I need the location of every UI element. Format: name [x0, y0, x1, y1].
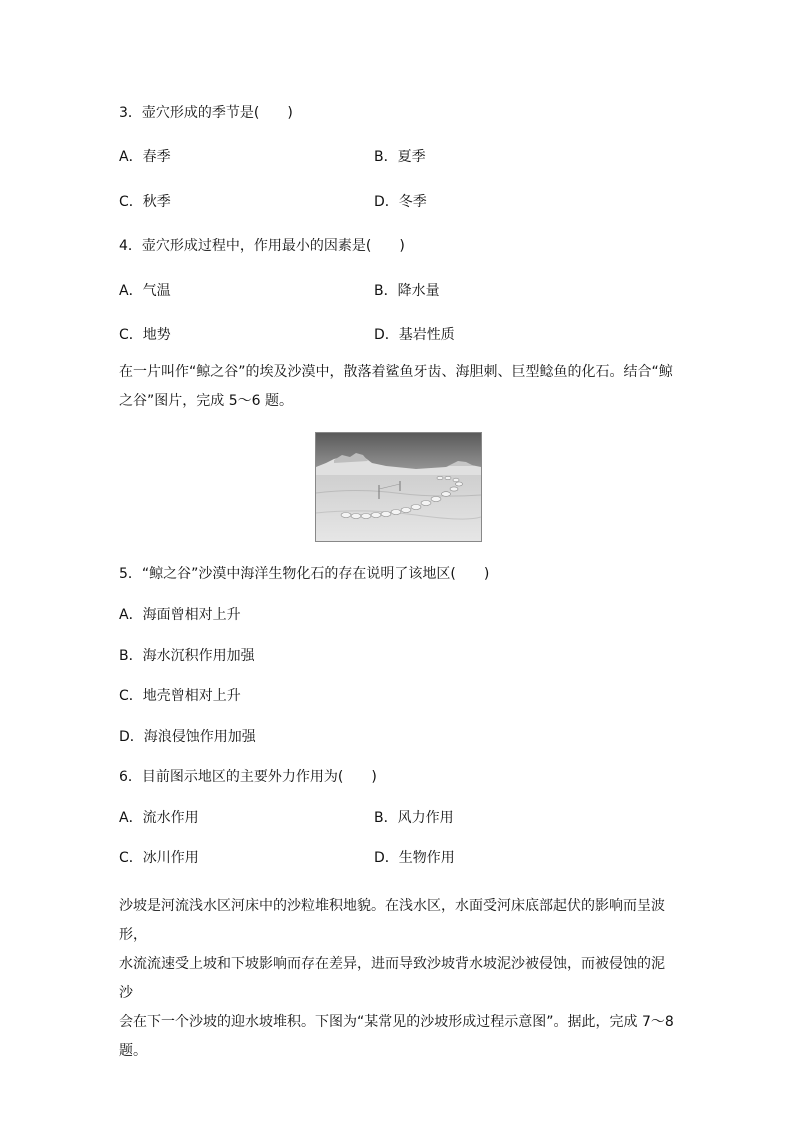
question-3-option-c: C．秋季	[119, 194, 171, 210]
question-6-option-d: D．生物作用	[374, 850, 455, 866]
question-6-stem: 6．目前图示地区的主要外力作用为( )	[119, 769, 377, 785]
sand-ripple-intro	[119, 892, 677, 1066]
question-3-option-a: A．春季	[119, 149, 171, 165]
whale-intro-line-1: 在一片叫作“鲸之谷”的埃及沙漠中，散落着鲨鱼牙齿、海胆刺、巨型鲶鱼的化石。结合“鲸	[119, 364, 673, 380]
question-3-option-d: D．冬季	[374, 194, 427, 210]
question-5-option-c: C．地壳曾相对上升	[119, 688, 241, 704]
question-4-option-b: B．降水量	[374, 283, 440, 299]
question-5-option-d: D．海浪侵蚀作用加强	[119, 729, 256, 745]
question-4-option-d: D．基岩性质	[374, 327, 455, 343]
question-3-stem: 3．壶穴形成的季节是( )	[119, 105, 293, 121]
question-4-option-c: C．地势	[119, 327, 171, 343]
sand-intro-line-1: 沙坡是河流浅水区河床中的沙粒堆积地貌。在浅水区，水面受河床底部起伏的影响而呈波形，	[119, 898, 665, 943]
sand-intro-line-3: 会在下一个沙坡的迎水坡堆积。下图为“某常见的沙坡形成过程示意图”。据此，完成 7～8	[119, 1014, 674, 1030]
question-3-option-b: B．夏季	[374, 149, 426, 165]
question-5-option-b: B．海水沉积作用加强	[119, 648, 255, 664]
question-5-option-a: A．海面曾相对上升	[119, 607, 241, 623]
whale-valley-photo	[315, 432, 482, 542]
sand-intro-line-4: 题。	[119, 1043, 147, 1059]
question-6-option-c: C．冰川作用	[119, 850, 199, 866]
question-4-stem: 4．壶穴形成过程中，作用最小的因素是( )	[119, 238, 405, 254]
question-4-option-a: A．气温	[119, 283, 171, 299]
question-5-stem: 5．“鲸之谷”沙漠中海洋生物化石的存在说明了该地区( )	[119, 566, 490, 582]
sand-intro-line-2: 水流流速受上坡和下坡影响而存在差异，进而导致沙坡背水坡泥沙被侵蚀，而被侵蚀的泥沙	[119, 956, 665, 1001]
whale-valley-intro	[119, 358, 677, 416]
whale-intro-line-2: 之谷”图片，完成 5～6 题。	[119, 393, 293, 409]
question-6-option-b: B．风力作用	[374, 810, 454, 826]
question-6-option-a: A．流水作用	[119, 810, 199, 826]
